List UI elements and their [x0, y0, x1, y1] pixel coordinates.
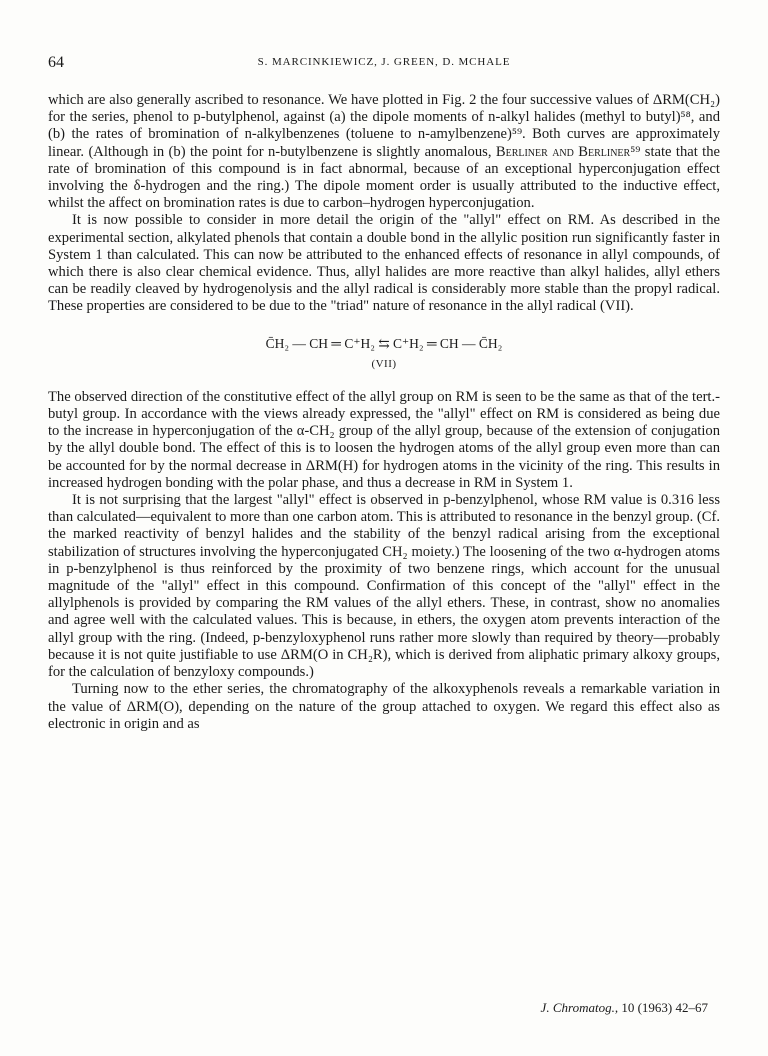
journal-footer: [541, 1000, 708, 1016]
page-header: [48, 54, 720, 74]
author-ref-berliner: Berliner and Berliner: [495, 143, 631, 160]
running-head-authors: S. MARCINKIEWICZ, J. GREEN, D. MCHALE: [257, 56, 511, 68]
paragraph-5: Turning now to the ether series, the chromatography of the alkoxyphenols reveals a remarkable variation in the value of ΔRM(O), depending on the nature of the group attached to oxygen. We regard this effect also as electronic in origin and as: [48, 681, 720, 732]
journal-name: J. Chromatog.,: [540, 1000, 619, 1015]
paragraph-1: [48, 92, 720, 212]
paragraph-1-text-a: which are also generally ascribed to resonance. We have plotted in Fig. 2 the four successive values of ΔRM(CH₂) for the series, phenol to p-butylphenol, against (a) the dipole moments of n-alkyl halides (methyl to butyl)⁵⁸, and (b) the rates of bromination of n-alkylbenzenes (toluene to n-amylbenzene)⁵⁹. Both curves are approximately linear. (Although in (b) the point for n-butylbenzene is slightly anomalous,: [48, 92, 720, 160]
formula-label: (VII): [371, 357, 397, 370]
paragraph-3: The observed direction of the constitutive effect of the allyl group on RM is seen to be the same as that of the tert.-butyl group. In accordance with the views already expressed, the "allyl" effect on RM is considered as being due to the increase in hyperconjugation of the α-CH₂ group of the allyl group, because of the extension of conjugation by the allyl double bond. The effect of this is to loosen the hydrogen atoms of the allyl group even more than can be accounted for by the normal decrease in ΔRM(H) for hydrogen atoms in the vicinity of the ring. This results in increased hydrogen bonding with the polar phase, and thus a decrease in RM in System 1.: [48, 388, 720, 491]
paragraph-1-text-b: ⁵⁹ state that the rate of bromination of this compound is in fact abnormal, because of an exceptional hyperconjugation effect involving the δ-hydrogen and the ring.) The dipole moment order is usually attributed to the inductive effect, whilst the affect on bromination rates is due to carbon–hydrogen hyperconjugation.: [48, 143, 720, 212]
journal-citation: 10 (1963) 42–67: [621, 1000, 708, 1015]
article-body: [48, 92, 720, 733]
page-number: 64: [48, 54, 64, 71]
paragraph-2: It is now possible to consider in more detail the origin of the "allyl" effect on RM. As described in the experimental section, alkylated phenols that contain a double bond in the allylic position run significantly faster in System 1 than calculated. This can now be attributed to the enhanced effects of resonance in allyl compounds, of which there is also clear chemical evidence. Thus, allyl halides are more reactive than alkyl halides, allyl ethers can be readily cleaved by hydrogenolysis and the allyl radical is considerably more stable than the propyl radical. These properties are considered to be due to the "triad" nature of resonance in the allyl radical (VII).: [48, 212, 720, 315]
chemical-formula: C̄H₂ — CH ═ C⁺H₂ ⇆ C⁺H₂ ═ CH — C̄H₂: [265, 335, 503, 351]
paragraph-4: It is not surprising that the largest "allyl" effect is observed in p-benzylphenol, whose RM value is 0.316 less than calculated—equivalent to more than one carbon atom. This is attributed to resonance in the benzyl group. (Cf. the marked reactivity of benzyl halides and the stability of the benzyl radical arising from the exceptional stabilization of structures involving the hyperconjugated CH₂ moiety.) The loosening of the two α-hydrogen atoms in p-benzylphenol is thus reinforced by the proximity of two benzene rings, which account for the unusual magnitude of the "allyl" effect in this compound. Confirmation of this concept of the "allyl" effect in the allylphenols is provided by comparing the RM values of the allyl ethers. These, in contrast, show no anomalies and agree well with the calculated values. This is because, in ethers, the oxygen atom prevents interaction of the allyl group with the ring. (Indeed, p-benzyloxyphenol runs rather more slowly than required by theory—probably because it is not quite justifiable to use ΔRM(O in CH₂R), which is derived from aliphatic primary alkoxy groups, for the calculation of benzyloxy compounds.): [48, 492, 720, 681]
